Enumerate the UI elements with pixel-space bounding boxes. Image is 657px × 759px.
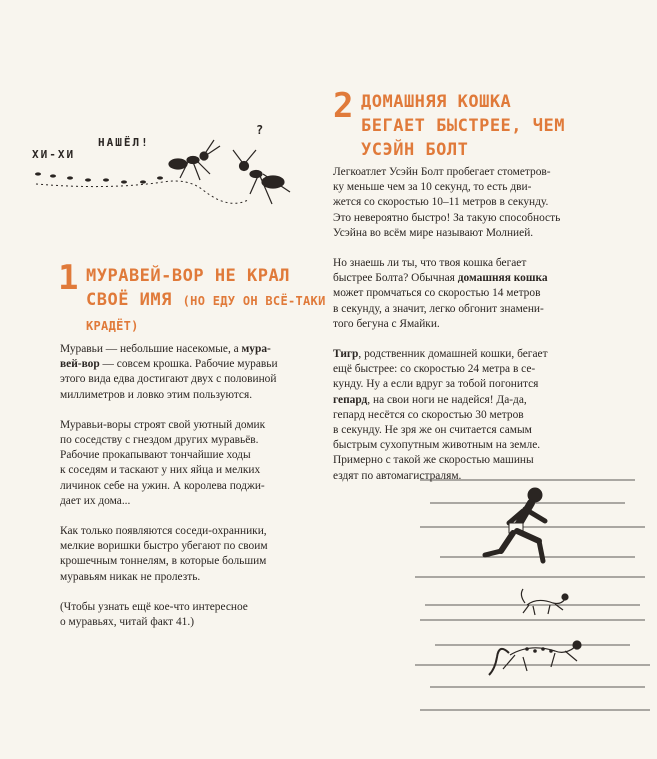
runner-icon [485,488,545,561]
paragraph: Муравьи-воры строят свой уютный домик по соседству с гнездом других муравьёв. Рабочие прокапывают тончайшие ходы к соседям и таскают у них яйца и мелких личинок себе на ужин. А королева поджи- дает их дома... [60,418,266,507]
section-1-number: 1 [58,258,79,298]
speech-hi-hi: ХИ-ХИ [32,148,76,161]
section-1-body [60,342,310,645]
speech-question: ? [256,123,266,137]
section-2-body [333,165,593,499]
paragraph: Но знаешь ли ты, что твоя кошка бегает быстрее Болта? Обычная домашняя кошка может промчаться со скоростью 14 метров в секунду, а значит, легко обгонит знамени- того бегуна с Ямайки. [333,257,548,330]
section-2-heading [333,86,623,160]
ant-icon [169,140,220,180]
cheetah-icon [489,641,581,675]
cat-icon [521,589,568,615]
section-2-title: ДОМАШНЯЯ КОШКА БЕГАЕТ БЫСТРЕЕ, ЧЕМ УСЭЙН БОЛТ [361,92,565,160]
runner-and-cats-illustration [405,465,655,735]
paragraph: Муравьи — небольшие насекомые, а мура- вей-вор — совсем крошка. Рабочие муравьи этого вида едва достигают двух с половиной миллиметров и ловко этим пользуются. [60,343,278,401]
paragraph: Тигр, родственник домашней кошки, бегает ещё быстрее: со скоростью 24 метра в се- кунду. Ну а если вдруг за тобой погонится гепард, на свои ноги не надейся! Да-да, гепард несётся со скоростью 30 метров в секунду. Не зря же он считается самым быстрым сухопутным животным на земле. Примерно с такой же скоростью машины ездят по автомагистралям. [333,348,548,482]
section-2-number: 2 [333,86,354,126]
paragraph: Как только появляются соседи-охранники, мелкие воришки быстро убегают по своим крошечным тоннелям, в которые большим муравьям никак не пролезть. [60,525,268,583]
paragraph: (Чтобы узнать ещё кое-что интересное о муравьях, читай факт 41.) [60,600,248,629]
ant-icon [233,150,290,204]
ant-trail [35,172,163,183]
paragraph: Легкоатлет Усэйн Болт пробегает стометров- ку меньше чем за 10 секунд, то есть дви- жется со скоростью 10–11 метров в секунду. Это невероятно быстро! За такую способность Усэйна во всём мире называют Молнией. [333,166,561,239]
section-1-title: МУРАВЕЙ-ВОР НЕ КРАЛ СВОЁ ИМЯ (НО ЕДУ ОН ВСЁ-ТАКИ КРАДЁТ) [86,266,326,333]
ants-illustration [28,112,328,222]
speech-found: НАШЁЛ! [98,136,150,149]
section-1-heading [58,258,338,342]
